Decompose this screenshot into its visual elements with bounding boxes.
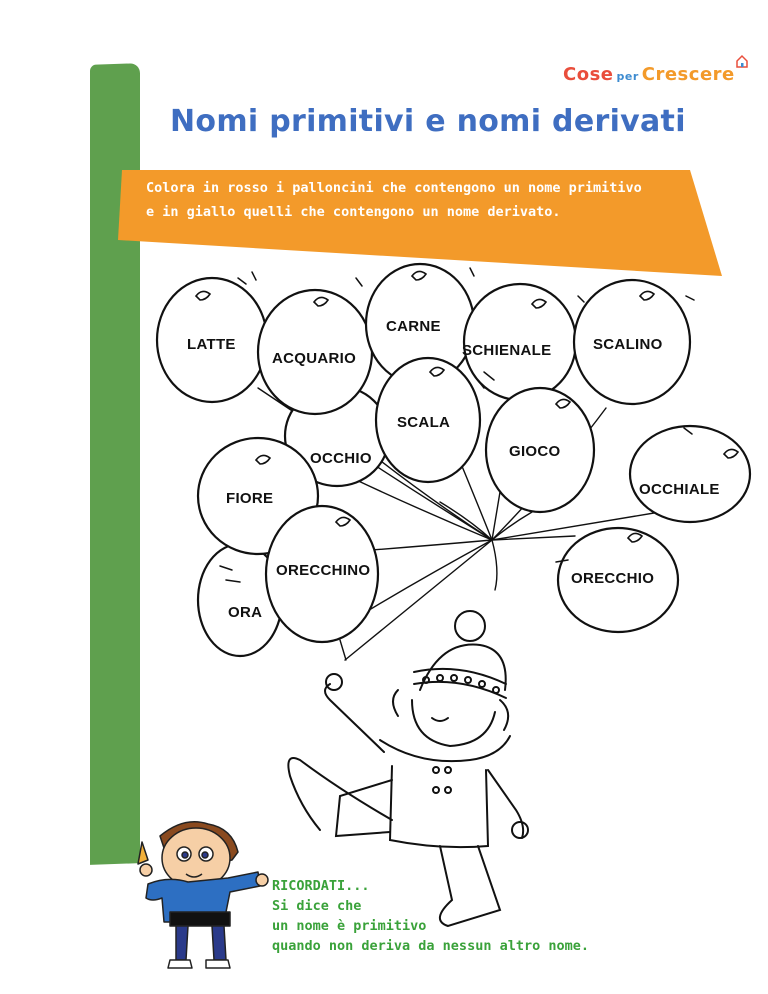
logo-word-crescere: Crescere [641, 64, 735, 85]
logo-word-cose: Cose [563, 64, 614, 85]
balloon-label-schienale: SCHIENALE [462, 342, 552, 359]
balloon-label-carne: CARNE [386, 318, 441, 335]
balloon-label-ora: ORA [228, 604, 263, 621]
page-title: Nomi primitivi e nomi derivati [170, 104, 686, 139]
balloon-label-latte: LATTE [187, 336, 236, 353]
balloon-label-acquario: ACQUARIO [272, 350, 357, 367]
reminder-box [272, 876, 692, 956]
logo-word-per: per [616, 70, 639, 83]
balloon-label-orecchio: ORECCHIO [571, 570, 655, 587]
balloon-label-orecchino: ORECCHINO [276, 562, 371, 579]
reminder-line-3: quando non deriva da nessun altro nome. [272, 938, 589, 954]
reminder-line-1: Si dice che [272, 898, 362, 914]
balloon-label-gioco: GIOCO [509, 443, 561, 460]
instruction-line-2: e in giallo quelli che contengono un nome derivato. [146, 204, 561, 220]
reminder-heading: RICORDATI... [272, 878, 370, 894]
instruction-line-1: Colora in rosso i palloncini che contengono un nome primitivo [146, 180, 642, 196]
balloon-label-fiore: FIORE [226, 490, 274, 507]
reminder-line-2: un nome è primitivo [272, 918, 427, 934]
balloon-label-occhio: OCCHIO [310, 450, 372, 467]
balloon-label-scala: SCALA [397, 414, 451, 431]
balloon-label-occhiale: OCCHIALE [639, 481, 720, 498]
balloon-label-scalino: SCALINO [593, 336, 663, 353]
